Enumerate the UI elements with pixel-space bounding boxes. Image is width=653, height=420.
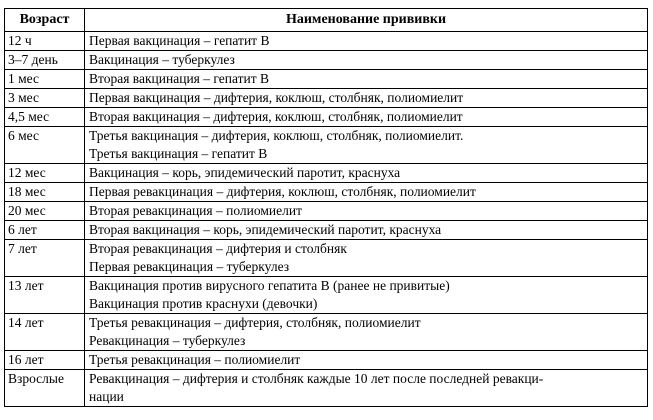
vaccine-line: Третья ревакцинация – дифтерия, столбняк, полиомиелит [89,315,421,330]
table-row [5,351,648,370]
vaccine-cell [85,164,648,183]
age-cell: 6 мес [5,127,85,164]
table-row [5,164,648,183]
vaccine-line: Вакцинация против вирусного гепатита В (ранее не привитые) [89,278,450,293]
vaccine-line: Вакцинация – корь, эпидемический паротит, краснуха [89,165,401,180]
age-cell: 12 ч [5,32,85,51]
vaccine-cell [85,89,648,108]
vaccine-cell [85,70,648,89]
vaccine-cell [85,202,648,221]
age-cell: 14 лет [5,314,85,351]
table-row [5,108,648,127]
vaccine-cell [85,183,648,202]
vaccine-cell [85,221,648,240]
vaccine-line: нации [89,389,124,404]
vaccine-cell [85,314,648,351]
table-row [5,32,648,51]
vaccine-line: Первая вакцинация – дифтерия, коклюш, столбняк, полиомиелит [89,90,464,105]
vaccine-cell [85,51,648,70]
vaccine-line: Вторая ревакцинация – полиомиелит [89,203,302,218]
vaccine-cell [85,351,648,370]
age-cell: 1 мес [5,70,85,89]
vaccination-table [4,8,648,407]
table-row [5,370,648,407]
vaccine-cell [85,240,648,277]
age-cell: Взрослые [5,370,85,407]
age-cell: 3 мес [5,89,85,108]
table-row [5,183,648,202]
vaccine-line: Первая вакцинация – гепатит В [89,33,270,48]
table-row [5,51,648,70]
age-cell: 18 мес [5,183,85,202]
vaccine-line: Третья вакцинация – гепатит В [89,146,268,161]
vaccine-line: Вторая вакцинация – дифтерия, коклюш, столбняк, полиомиелит [89,109,463,124]
vaccine-cell [85,108,648,127]
age-cell: 13 лет [5,277,85,314]
table-row [5,240,648,277]
vaccine-cell [85,370,648,407]
age-cell: 16 лет [5,351,85,370]
vaccine-line: Ревакцинация – дифтерия и столбняк каждые 10 лет после последней ревакци- [89,371,544,386]
vaccine-line: Третья вакцинация – дифтерия, коклюш, столбняк, полиомиелит. [89,128,464,143]
vaccine-line: Первая ревакцинация – дифтерия, коклюш, столбняк, полиомиелит [89,184,476,199]
age-cell: 3–7 день [5,51,85,70]
age-cell: 7 лет [5,240,85,277]
vaccine-line: Ревакцинация – туберкулез [89,333,246,348]
table-row [5,221,648,240]
table-body [5,32,648,407]
table-row [5,277,648,314]
table-row [5,202,648,221]
vaccine-line: Вторая вакцинация – корь, эпидемический паротит, краснуха [89,222,442,237]
age-column-header: Возраст [5,9,85,32]
vaccine-cell [85,127,648,164]
vaccine-line: Первая ревакцинация – туберкулез [89,259,290,274]
age-cell: 6 лет [5,221,85,240]
vaccine-cell [85,32,648,51]
age-cell: 20 мес [5,202,85,221]
vaccine-line: Вторая ревакцинация – дифтерия и столбняк [89,241,347,256]
table-row [5,127,648,164]
vaccine-cell [85,277,648,314]
vaccine-line: Вторая вакцинация – гепатит В [89,71,269,86]
table-row [5,314,648,351]
age-cell: 4,5 мес [5,108,85,127]
vaccine-line: Третья ревакцинация – полиомиелит [89,352,301,367]
vaccine-line: Вакцинация против краснухи (девочки) [89,296,318,311]
age-cell: 12 мес [5,164,85,183]
vaccine-column-header: Наименование прививки [85,9,648,32]
table-row [5,70,648,89]
vaccine-line: Вакцинация – туберкулез [89,52,235,67]
table-row [5,89,648,108]
vaccination-schedule [4,8,647,407]
table-header-row [5,9,648,32]
